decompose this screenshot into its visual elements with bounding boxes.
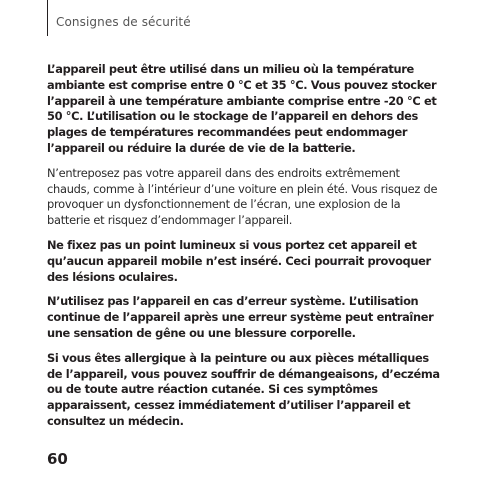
section-title: Consignes de sécurité — [56, 15, 191, 29]
header-rule — [47, 0, 48, 36]
page-number: 60 — [47, 450, 68, 468]
paragraph-system-error: N’utilisez pas l’appareil en cas d’erreur système. L’utilisation continue de l’appareil après une erreur système peut entraîner une sensation de gêne ou une blessure corporelle. — [47, 294, 434, 340]
paragraph-allergy-warning: Si vous êtes allergique à la peinture ou aux pièces métalliques de l’appareil, vous pouvez souffrir de démangeaisons, d’eczéma ou de toute autre réaction cutanée. Si ces symptômes apparaissent, cessez immédiatement d’utiliser l’appareil et consultez un médecin. — [47, 350, 440, 428]
paragraph-hot-storage: N’entreposez pas votre appareil dans des endroits extrêmement chauds, comme à l’intérieur d’une voiture en plein été. Vous risquez de provoquer un dysfonctionnement de l’écran, une explosion de la batterie et risquez d’endommager l’appareil. — [47, 165, 438, 228]
document-body — [47, 62, 442, 439]
paragraph-light-warning: Ne fixez pas un point lumineux si vous portez cet appareil et qu’aucun appareil mobile n’est inséré. Ceci pourrait provoquer des lésions oculaires. — [47, 237, 431, 284]
paragraph-temperature-range: L’appareil peut être utilisé dans un milieu où la température ambiante est comprise entre 0 °C et 35 °C. Vous pouvez stocker l’appareil à une température ambiante comprise entre -20 °C et 50 °C. L’utilisation ou le stockage de l’appareil en dehors des plages de températures recommandées peut endommager l’appareil ou réduire la durée de vie de la batterie. — [47, 62, 437, 155]
